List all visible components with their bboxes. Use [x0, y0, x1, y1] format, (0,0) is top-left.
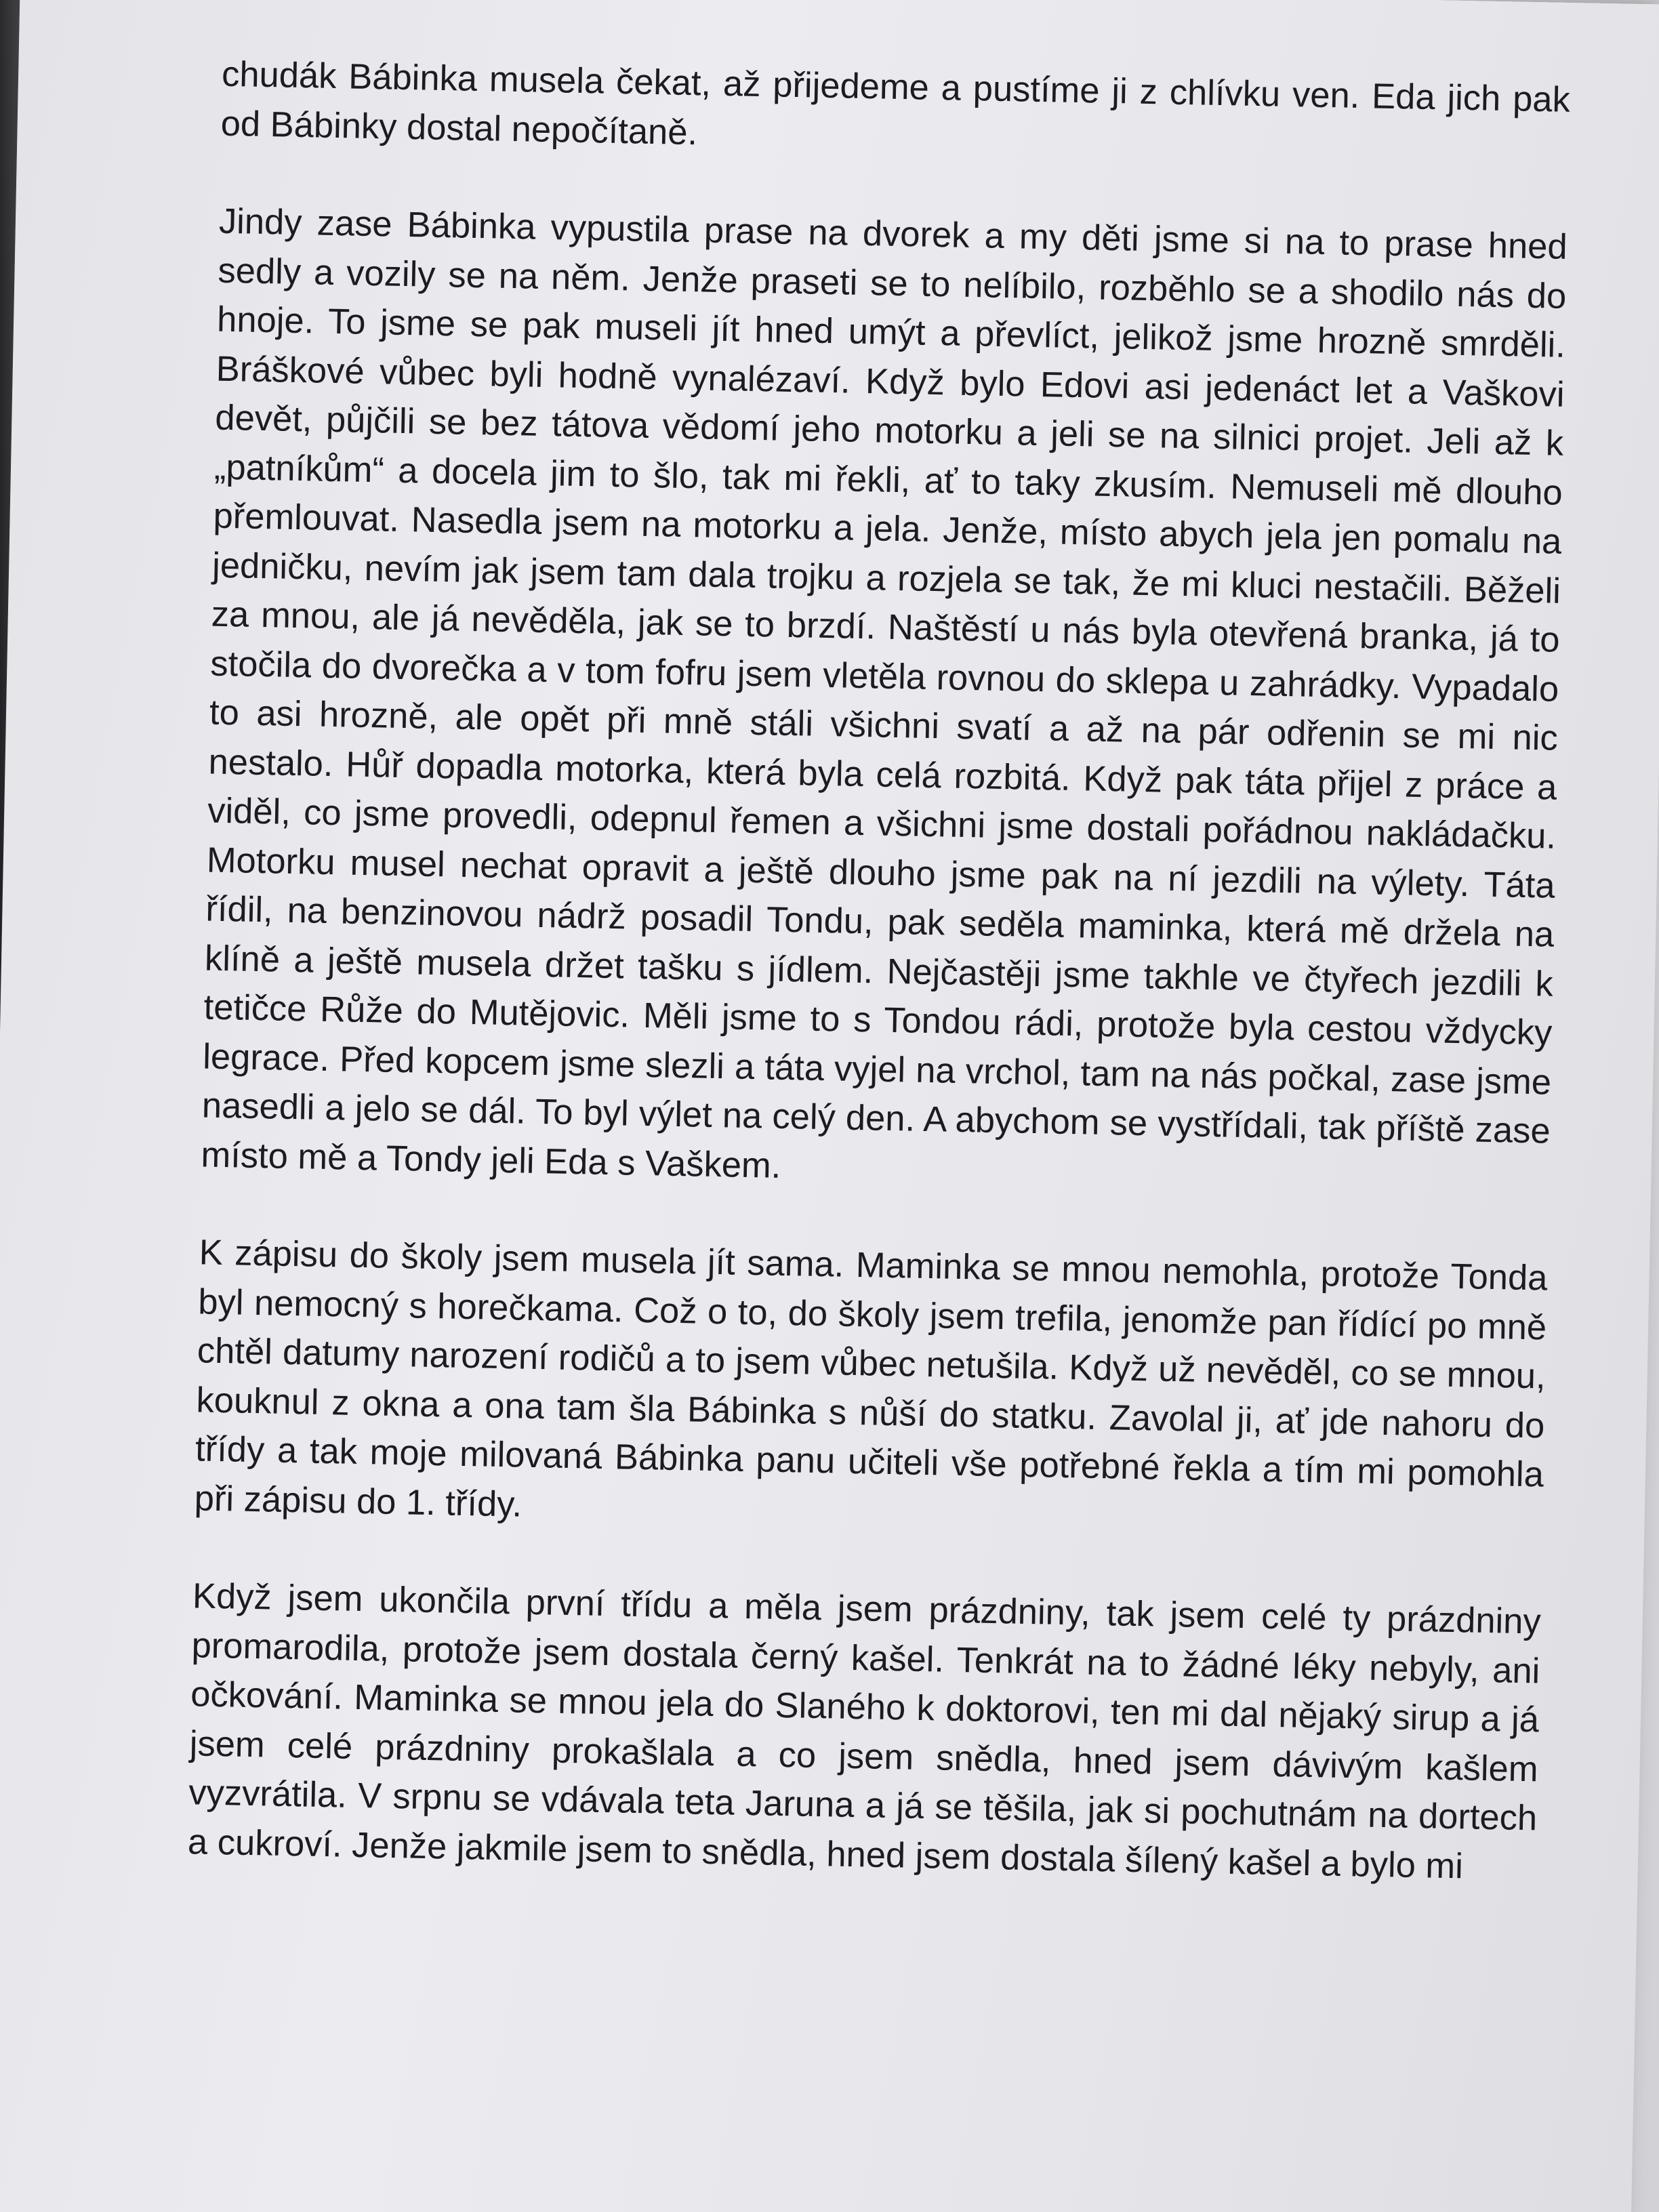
paragraph-3: K zápisu do školy jsem musela jít sama. Maminka se mnou nemohla, protože Tonda byl nemocný s horečkama. Což o to, do školy jsem trefila, jenomže pan řídící po mně chtěl datumy narození rodičů a to jsem vůbec netušila. Když už nevěděl, co se mnou, kouknul z okna a ona tam šla Bábinka s nůší do statku. Zavolal ji, ať jde nahoru do třídy a tak moje milovaná Bábinka panu učiteli vše potřebné řekla a tím mi pomohla při zápisu do 1. třídy.: [194, 1232, 1549, 1525]
paragraph-1: chudák Bábinka musela čekat, až přijedeme a pustíme ji z chlívku ven. Eda jich pak od Bábinky dostal nepočítaně.: [220, 54, 1571, 152]
paragraph-4: Když jsem ukončila první třídu a měla jsem prázdniny, tak jsem celé ty prázdniny promarodila, protože jsem dostala černý kašel. Tenkrát na to žádné léky nebyly, ani očkování. Maminka se mnou jela do Slaného k doktorovi, ten mi dal nějaký sirup a já jsem celé prázdniny prokašlala a co jsem snědla, hned jsem dávivým kašlem vyzvrátila. V srpnu se vdávala teta Jaruna a já se těšila, jak si pochutnám na dortech a cukroví. Jenže jakmile jsem to snědla, hned jsem dostala šílený kašel a bylo mi: [187, 1576, 1542, 1886]
page-text: [187, 50, 1570, 1893]
paragraph-2: Jindy zase Bábinka vypustila prase na dvorek a my děti jsme si na to prase hned sedly a vozily se na něm. Jenže praseti se to nelíbilo, rozběhlo se a shodilo nás do hnoje. To jsme se pak museli jít hned umýt a převlíct, jelikož jsme hrozně smrděli. Bráškové vůbec byli hodně vynalézaví. Když bylo Edovi asi jedenáct let a Vaškovi devět, půjčili se bez tátova vědomí jeho motorku a jeli se na silnici projet. Jeli až k „patníkům“ a docela jim to šlo, tak mi řekli, ať to taky zkusím. Nemuseli mě dlouho přemlouvat. Nasedla jsem na motorku a jela. Jenže, místo abych jela jen pomalu na jedničku, nevím jak jsem tam dala trojku a rozjela se tak, že mi kluci nestačili. Běželi za mnou, ale já nevěděla, jak se to brzdí. Naštěstí u nás byla otevřená branka, já to stočila do dvorečka a v tom fofru jsem vletěla rovnou do sklepa u zahrádky. Vypadalo to asi hrozně, ale opět při mně stáli všichni svatí a až na pár odřenin se mi nic nestalo. Hůř dopadla motorka, která byla celá rozbitá. Když pak táta přijel z práce a viděl, co jsme provedli, odepnul řemen a všichni jsme dostali pořádnou nakládačku. Motorku musel nechat opravit a ještě dlouho jsme pak na ní jezdili na výlety. Táta řídil, na benzinovou nádrž posadil Tondu, pak seděla maminka, která mě držela na klíně a ještě musela držet tašku s jídlem. Nejčastěji jsme takhle ve čtyřech jezdili k tetičce Růže do Mutějovic. Měli jsme to s Tondou rádi, protože byla cestou vždycky legrace. Před kopcem jsme slezli a táta vyjel na vrchol, tam na nás počkal, zase jsme nasedli a jelo se dál. To byl výlet na celý den. A abychom se vystřídali, tak příště zase místo mě a Tondy jeli Eda s Vaškem.: [201, 201, 1568, 1186]
